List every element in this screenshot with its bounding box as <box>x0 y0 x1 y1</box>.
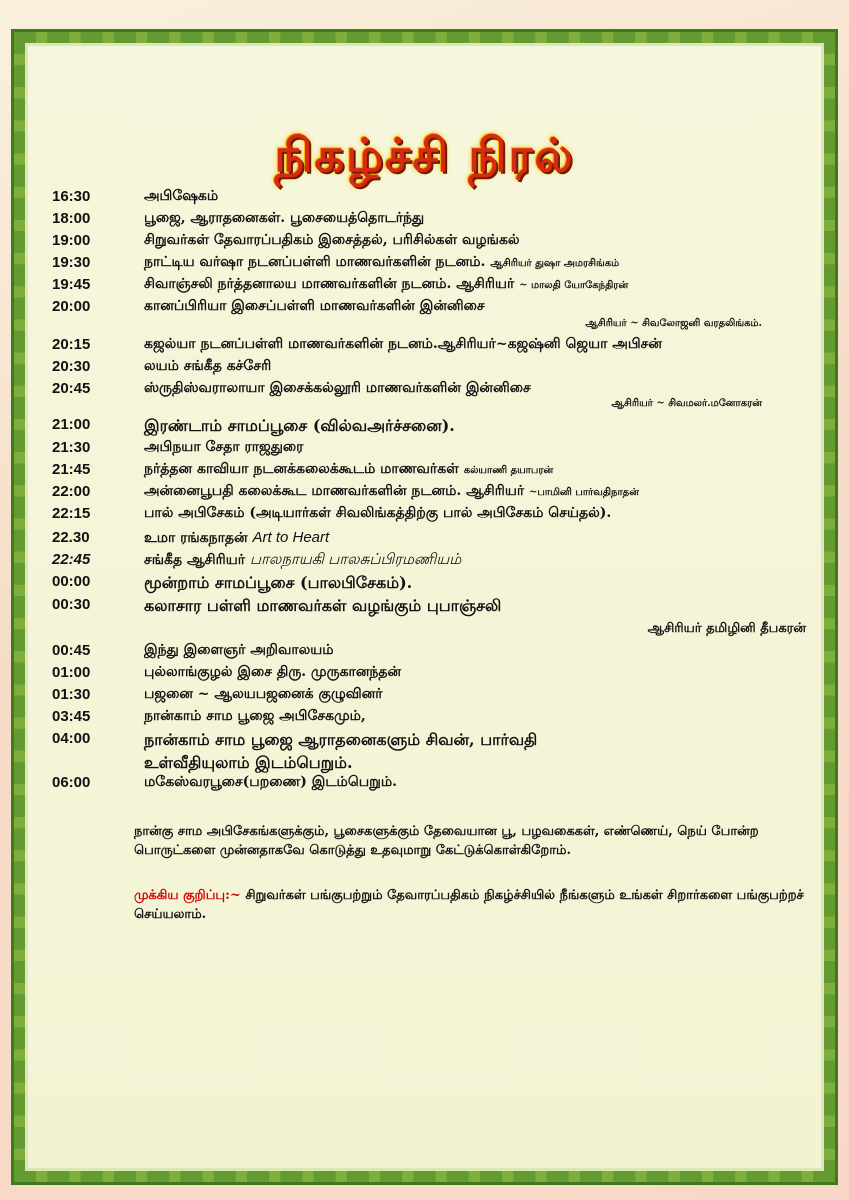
schedule-row <box>52 461 812 483</box>
schedule-time: 21:30 <box>52 439 91 456</box>
schedule-row <box>52 573 812 596</box>
schedule-event: கஜல்யா நடனப்பள்ளி மாணவர்களின் நடனம்.ஆசிரியர்~கஜஷ்னி ஜெயா அபிசன் <box>144 336 662 352</box>
schedule-event <box>144 551 812 570</box>
schedule-row <box>52 664 812 686</box>
schedule-row <box>52 358 812 380</box>
schedule-list <box>52 188 812 796</box>
schedule-row <box>52 298 812 336</box>
schedule-time: 19:30 <box>52 254 91 271</box>
schedule-event: இந்து இளைஞர் அறிவாலயம் <box>144 642 334 658</box>
schedule-event: பூஜை, ஆராதனைகள். பூசையைத்தொடர்ந்து <box>144 210 425 226</box>
schedule-event: மூன்றாம் சாமப்பூசை (பாலபிசேகம்). <box>144 573 413 592</box>
teacher-credit: ஆசிரியர் தமிழினி தீபகரன் <box>647 621 806 636</box>
schedule-event: நான்காம் சாம பூஜை ஆராதனைகளும் சிவன், பார்வதி <box>144 730 538 749</box>
page-title: நிகழ்ச்சி நிரல் <box>274 128 575 182</box>
schedule-time: 19:45 <box>52 276 91 293</box>
schedule-time: 06:00 <box>52 774 91 791</box>
teacher-name: கல்யாணி தயாபரன் <box>463 465 554 476</box>
schedule-time: 21:00 <box>52 416 91 433</box>
schedule-time: 19:00 <box>52 232 91 249</box>
schedule-row <box>52 686 812 708</box>
schedule-row <box>52 276 812 298</box>
schedule-event <box>144 276 812 294</box>
schedule-row <box>52 708 812 730</box>
schedule-time: 00:30 <box>52 596 91 613</box>
schedule-row <box>52 529 812 551</box>
schedule-row <box>52 730 812 774</box>
schedule-row <box>52 596 812 642</box>
schedule-row <box>52 254 812 276</box>
schedule-event <box>144 529 812 548</box>
teacher-name: ~ மாலதி யோகேந்திரன் <box>519 280 629 291</box>
event-text: உமா ரங்கநாதன் <box>144 530 248 546</box>
schedule-event-continued: உள்வீதியுலாம் இடம்பெறும். <box>144 753 353 772</box>
schedule-event: மகேஸ்வரபூசை(பறணை) இடம்பெறும். <box>144 774 397 790</box>
schedule-row <box>52 551 812 573</box>
schedule-time: 22:45 <box>52 551 91 568</box>
schedule-event: ஸ்ருதிஸ்வராலாயா இசைக்கல்லூரி மாணவர்களின் இன்னிசை <box>144 380 531 396</box>
schedule-time: 01:30 <box>52 686 91 703</box>
schedule-event: கலாசார பள்ளி மாணவர்கள் வழங்கும் புபாஞ்சலி <box>144 596 502 615</box>
schedule-row <box>52 774 812 796</box>
note-important <box>134 886 814 924</box>
schedule-event: புல்லாங்குழல் இசை திரு. முருகானந்தன் <box>144 664 402 680</box>
event-text: அன்னைபூபதி கலைக்கூட மாணவர்களின் நடனம். ஆசிரியர் <box>144 483 525 499</box>
schedule-time: 16:30 <box>52 188 91 205</box>
event-text: நாட்டிய வர்ஷா நடனப்பள்ளி மாணவர்களின் நடனம். <box>144 254 486 270</box>
schedule-row <box>52 439 812 461</box>
schedule-time: 18:00 <box>52 210 91 227</box>
schedule-time: 22.30 <box>52 529 90 546</box>
schedule-time: 20:00 <box>52 298 91 315</box>
event-text: நர்த்தன காவியா நடனக்கலைக்கூடம் மாணவர்கள் <box>144 461 459 477</box>
event-subtitle: Art to Heart <box>252 529 330 546</box>
schedule-row <box>52 380 812 416</box>
schedule-row <box>52 483 812 505</box>
schedule-event: நான்காம் சாம பூஜை அபிசேகமும், <box>144 708 366 724</box>
schedule-time: 03:45 <box>52 708 91 725</box>
schedule-time: 21:45 <box>52 461 91 478</box>
teacher-name: ஆசிரியர் துஷா அமரசிங்கம் <box>490 258 620 269</box>
schedule-event: இரண்டாம் சாமப்பூசை (வில்வஅர்ச்சனை). <box>144 416 455 435</box>
event-text: சிவாஞ்சலி நர்த்தனாலய மாணவர்களின் நடனம். ஆசிரியர் <box>144 276 515 292</box>
schedule-row <box>52 232 812 254</box>
schedule-event: அபிஷேகம் <box>144 188 219 204</box>
schedule-row <box>52 210 812 232</box>
schedule-event: அபிநயா சேதா ராஜதுரை <box>144 439 304 455</box>
schedule-time: 00:45 <box>52 642 91 659</box>
schedule-row <box>52 642 812 664</box>
schedule-row <box>52 336 812 358</box>
schedule-row <box>52 505 812 529</box>
important-label: முக்கிய குறிப்பு:~ <box>134 888 241 903</box>
schedule-row <box>52 416 812 439</box>
schedule-time: 22:15 <box>52 505 91 522</box>
schedule-event: கானப்பிரியா இசைப்பள்ளி மாணவர்களின் இன்னிசை <box>144 298 485 314</box>
schedule-time: 00:00 <box>52 573 91 590</box>
schedule-event: சிறுவர்கள் தேவாரப்பதிகம் இசைத்தல், பரிசில்கள் வழங்கல் <box>144 232 520 248</box>
schedule-event: லயம் சங்கீத கச்சேரி <box>144 358 272 374</box>
event-text: சங்கீத ஆசிரியர் <box>144 552 246 568</box>
schedule-event <box>144 461 812 479</box>
schedule-event: பஜனை ~ ஆலயபஜனைக் குழுவினர் <box>144 686 383 702</box>
schedule-time: 22:00 <box>52 483 91 500</box>
schedule-event: பால் அபிசேகம் (அடியார்கள் சிவலிங்கத்திற்கு பால் அபிசேகம் செய்தல்). <box>144 505 612 521</box>
schedule-time: 01:00 <box>52 664 91 681</box>
schedule-time: 20:30 <box>52 358 91 375</box>
schedule-time: 20:15 <box>52 336 91 353</box>
schedule-time: 04:00 <box>52 730 91 747</box>
event-subtitle: பாலநாயகி பாலசுப்பிரமணியம் <box>249 551 462 568</box>
schedule-row <box>52 188 812 210</box>
important-text: சிறுவர்கள் பங்குபற்றும் தேவாரப்பதிகம் நிகழ்ச்சியில் நீங்களும் உங்கள் சிறார்களை பங்குபற்றச் செய்யலாம். <box>134 888 804 922</box>
teacher-credit: ஆசிரியர் ~ சிவலோஜனி வரதலிங்கம். <box>585 318 762 329</box>
note-offerings: நான்கு சாம அபிசேகங்களுக்கும், பூசைகளுக்கும் தேவையான பூ, பழவகைகள், எண்ணெய், நெய் போன்ற பொருட்களை முன்னதாகவே கொடுத்து உதவுமாறு கேட்டுக்கொள்கிறோம். <box>134 824 759 858</box>
schedule-event <box>144 254 812 272</box>
teacher-credit: ஆசிரியர் ~ சிவமலர்.மனோகரன் <box>611 398 762 409</box>
schedule-event <box>144 483 812 501</box>
teacher-name: ~பாமினி பார்வதிநாதன் <box>529 487 639 498</box>
schedule-time: 20:45 <box>52 380 91 397</box>
